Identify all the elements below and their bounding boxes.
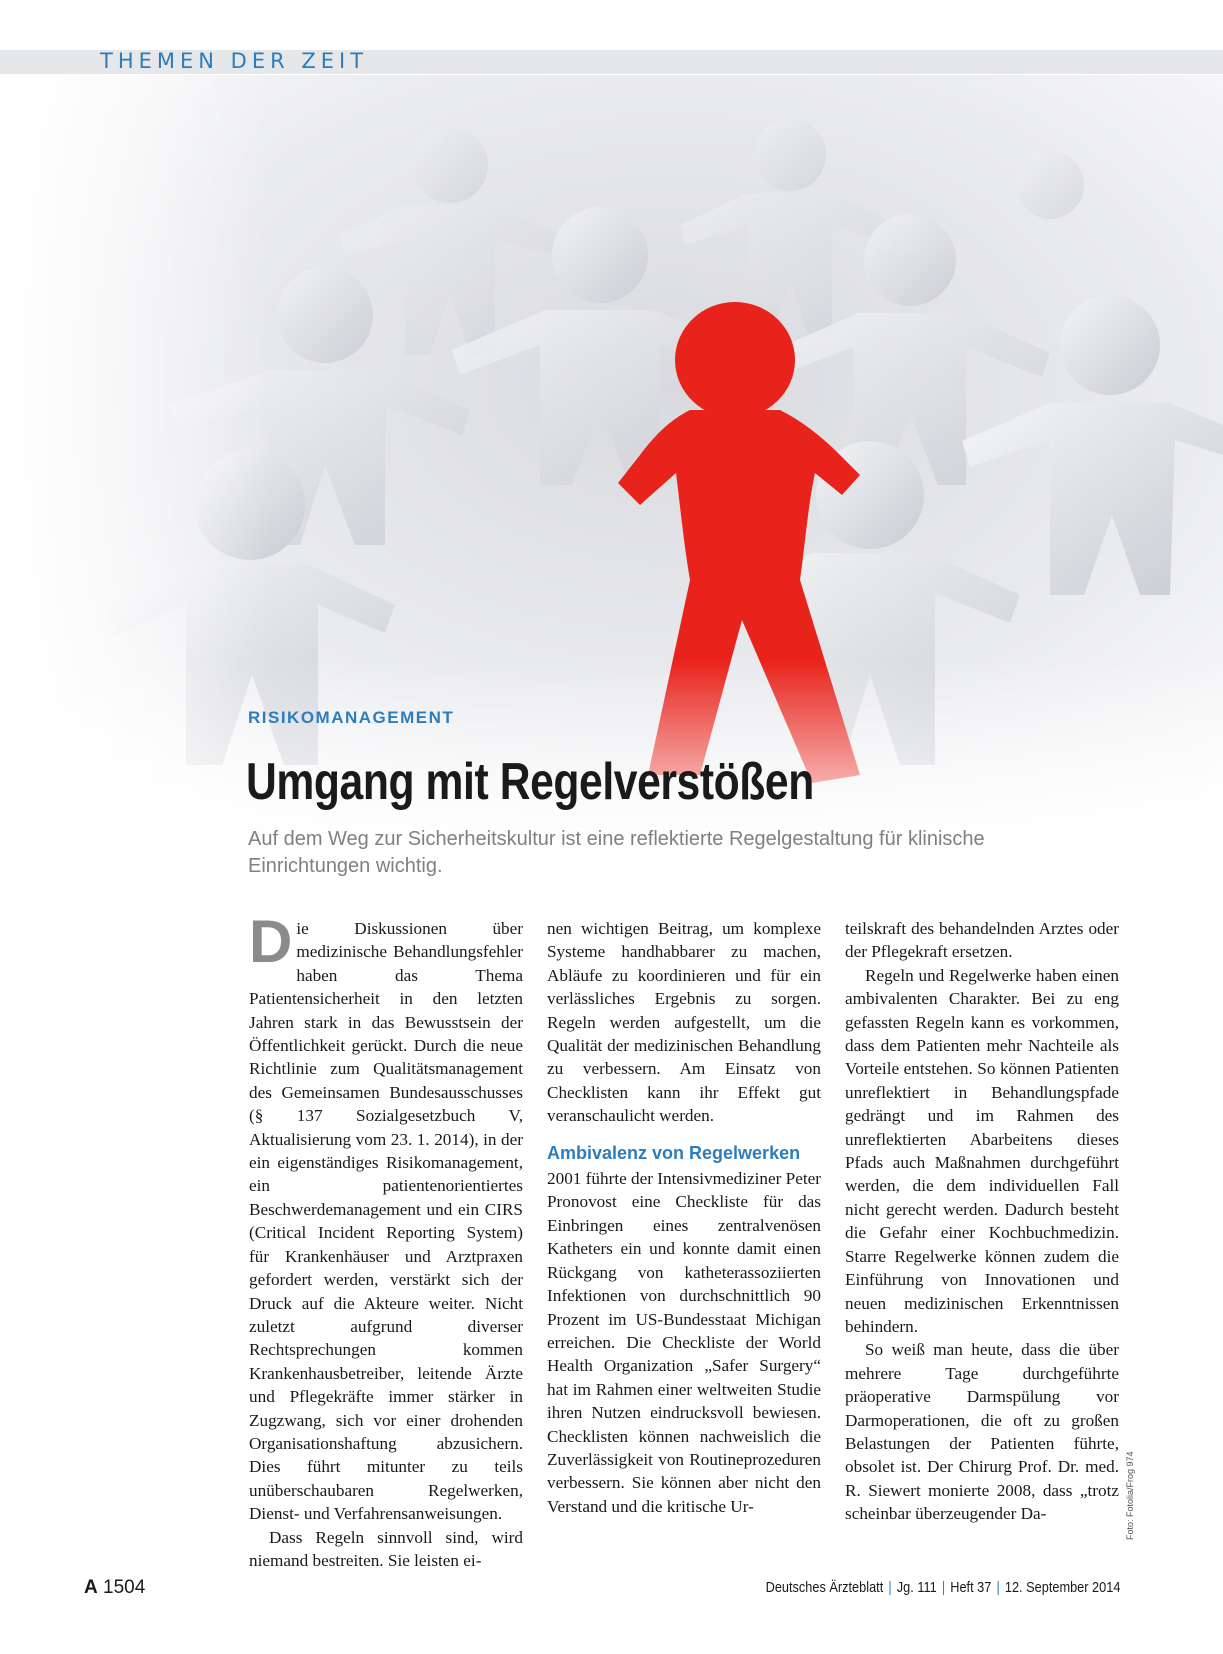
journal-issue: Heft 37 [949,1579,991,1596]
journal-name: Deutsches Ärzteblatt [765,1579,883,1596]
page-number [84,1577,145,1599]
journal-volume: Jg. 111 [896,1579,937,1596]
separator: | [887,1579,892,1596]
footer-citation [765,1579,1120,1596]
article-headline: Umgang mit Regelverstößen [246,753,814,811]
separator: | [941,1579,945,1596]
paragraph: Dass Regeln sinnvoll sind, wird niemand bestreiten. Sie leisten ei- [249,1527,523,1570]
separator: | [996,1579,1000,1596]
photo-credit: Foto: Fotolia/Frog 974 [1125,1451,1135,1540]
page-prefix: A [84,1577,98,1598]
page-number-value: 1504 [103,1577,146,1598]
paragraph-text: ie Diskussionen über medizinische Behandlungsfehler haben das Thema Patientensicherheit in den letzten Jahren stark in das Bewusstsein der Öffentlichkeit gerückt. Durch die neue Richtlinie zum Qualitätsmanagement des Gemeinsamen Bundesausschusses (§ 137 Sozialgesetzbuch V, Aktualisierung vom 23. 1. 2014), in der ein eigenständiges Risikomanagement, ein patientenorientiertes Beschwerdemanagement und ein CIRS (Critical Incident Reporting System) für Krankenhäuser und Arztpraxen gefordert werden, verstärkt sich der Druck auf die Akteure weiter. Nicht zuletzt aufgrund diverser Rechtsprechungen kommen Krankenhausbetreiber, leitende Ärzte und Pflegekräfte immer stärker in Zugzwang, sich vor einer drohenden Organisationshaftung abzusichern. Dies führt mitunter zu teils unüberschaubaren Regelwerken, Dienst- und Verfahrensanweisungen. [249,919,523,1524]
column-3 [845,917,1119,1526]
journal-date: 12. September 2014 [1004,1579,1120,1596]
paragraph: So weiß man heute, dass die über mehrere Tage durchgeführte präoperative Darmspülung vor Darmoperationen, die oft zu großen Belastungen der Patienten führte, obsolet ist. Der Chirurg Prof. Dr. med. R. Siewert monierte 2008, dass „trotz scheinbar überzeugender Da- [845,1340,1119,1524]
column-2 [547,917,821,1518]
paper-figures-illustration [0,75,1223,855]
subheading: Ambivalenz von Regelwerken [547,1142,801,1163]
section-label: THEMEN DER ZEIT [100,49,369,73]
article-kicker: RISIKOMANAGEMENT [248,708,455,727]
paragraph: nen wichtigen Beitrag, um komplexe Systeme handhabbarer zu machen, Abläufe zu koordinieren und für ein verlässliches Ergebnis zu sorgen. Regeln werden aufgestellt, um die Qualität der medizinischen Behandlung zu verbessern. Am Einsatz von Checklisten kann ihr Effekt gut veranschaulicht werden. [547,919,821,1126]
paragraph [249,908,523,1526]
column-1 [249,908,523,1572]
article-subtitle: Auf dem Weg zur Sicherheitskultur ist eine reflektierte Regelgestaltung für klinische Einrichtungen wichtig. [248,828,985,877]
paragraph: teilskraft des behandelnden Arztes oder der Pflegekraft ersetzen. [845,919,1119,962]
paragraph: Regeln und Regelwerke haben einen ambivalenten Charakter. Bei zu eng gefassten Regeln kann es vorkommen, dass dem Patienten mehr Nachteile als Vorteile entstehen. So können Patienten unreflektiert in Behandlungspfade gedrängt und im Rahmen des unreflektierten Abarbeitens dieses Pfads auch Maßnahmen durchgeführt werden, die dem individuellen Fall nicht gerecht werden. Dadurch besteht die Gefahr einer Kochbuchmedizin. Starre Regelwerke können zudem die Einführung von Innovationen und neuen medizinischen Erkenntnissen behindern. [845,965,1119,1336]
hero-image [0,75,1223,855]
dropcap: D [249,908,293,975]
paragraph: 2001 führte der Intensivmediziner Peter Pronovost eine Checkliste für das Einbringen eines zentralvenösen Katheters ein und konnte damit einen Rückgang von katheterassoziierten Infektionen von durchschnittlich 90 Prozent im US-Bundesstaat Michigan erreichen. Die Checkliste der World Health Organization „Safer Surgery“ hat im Rahmen einer weltweiten Studie ihren Nutzen eindrucksvoll bewiesen. Checklisten können nachweislich die Zuverlässigkeit von Routineprozeduren verbessern. Sie können aber nicht den Verstand und die kritische Ur- [547,1169,821,1516]
